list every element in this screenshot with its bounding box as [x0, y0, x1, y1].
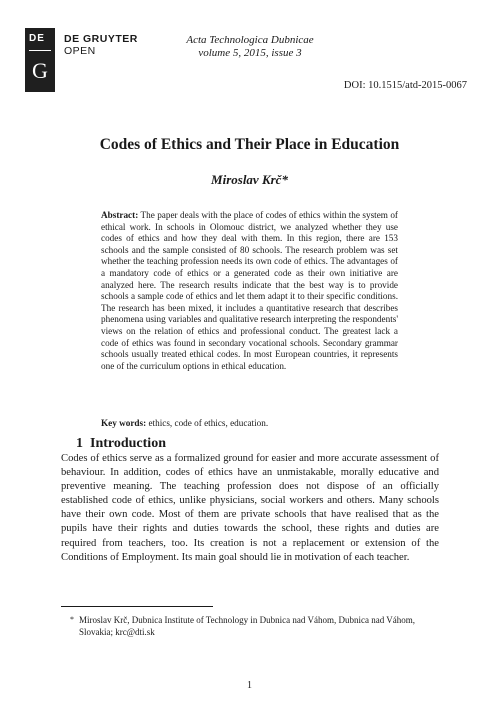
section-heading [76, 436, 166, 452]
keywords-label: Key words: [101, 418, 147, 428]
journal-header [160, 34, 340, 60]
keywords-block [101, 418, 398, 430]
page-number: 1 [247, 680, 252, 691]
abstract-block [101, 210, 398, 372]
publisher-line2: OPEN [64, 45, 96, 57]
paper-title: Codes of Ethics and Their Place in Education [99, 136, 400, 153]
footnote-divider [61, 606, 213, 607]
author-name: Miroslav Krč* [211, 172, 288, 187]
publisher-logo [25, 28, 55, 92]
section-number: 1 [76, 436, 83, 451]
section-title: Introduction [90, 436, 166, 451]
journal-name: Acta Technologica Dubnicae [186, 34, 314, 46]
abstract-text: The paper deals with the place of codes of ethics within the system of ethical work. In schools in Olomouc district, we analyzed whether they use codes of ethics and how they deal with them. In this region, there are 153 schools and the sample consisted of 80 schools. The research problem was set whether the teaching profession needs its own code of ethics. The advantages of a mandatory code of ethics or a generated code as their own initiative are analyzed here. The research results indicate that the best way is to provide schools a sample code of ethics and let them adapt it to their specific conditions. The research has been mixed, it includes a quantitative research that describes phenomena using variables and qualitative research interpreting the respondents' views on the relation of ethics and professional conduct. The greatest lack a code of ethics was found in secondary vocational schools. Secondary grammar schools usually treated ethical codes. In most European countries, it represents one of the curriculum options in ethical education. [101, 210, 398, 371]
footnote-text: Miroslav Krč, Dubnica Institute of Technology in Dubnica nad Váhom, Dubnica nad Váhom, Slovakia; krc@dti.sk [79, 615, 416, 637]
logo-divider [29, 50, 51, 51]
body-paragraph: Codes of ethics serve as a formalized ground for easier and more accurate assessment of behaviour. In addition, codes of ethics have an unmistakable, morally educative and preventive meaning. The teaching profession does not dispose of an officially established code of ethics, unlike physicians, social workers and others. Many schools have their own code. Most of them are private schools that have realised that as the pupils have their rights and duties towards the school, these rights and duties are required from teachers, too. Its creation is not a replacement or extension of the Conditions of Employment. Its main goal should lie in motivation of each teacher. [61, 453, 439, 563]
abstract-label: Abstract: [101, 210, 139, 220]
footnote-mark: * [70, 615, 74, 624]
logo-g-text: G [32, 58, 48, 83]
journal-volume: volume 5, 2015, issue 3 [198, 47, 302, 59]
publisher-name [64, 33, 138, 57]
doi-label: DOI: 10.1515/atd-2015-0067 [343, 80, 467, 91]
keywords-text: ethics, code of ethics, education. [148, 418, 269, 428]
footnote [61, 614, 441, 638]
publisher-line1: DE GRUYTER [64, 33, 138, 45]
logo-de-text: DE [29, 33, 45, 44]
